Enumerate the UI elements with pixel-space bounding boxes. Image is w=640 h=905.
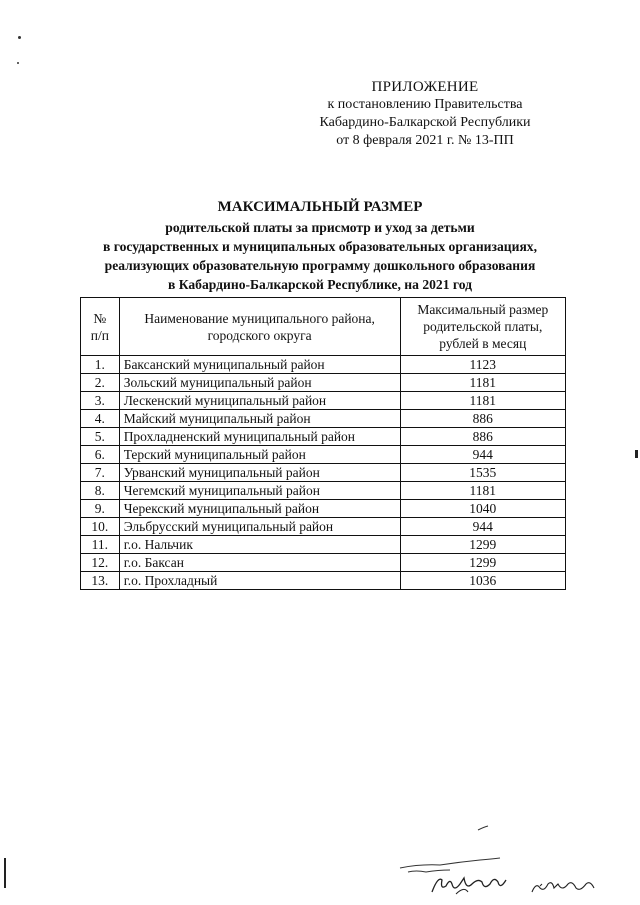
table-row bbox=[81, 374, 566, 392]
district-name: Лескенский муниципальный район bbox=[119, 392, 400, 410]
heading-line: в государственных и муниципальных образовательных организациях, bbox=[103, 239, 537, 254]
table-row bbox=[81, 464, 566, 482]
row-number: 2. bbox=[81, 374, 120, 392]
district-name: Прохладненский муниципальный район bbox=[119, 428, 400, 446]
max-fee-value: 944 bbox=[400, 446, 565, 464]
appendix-line: к постановлению Правительства bbox=[327, 97, 523, 112]
row-number: 1. bbox=[81, 356, 120, 374]
table-row bbox=[81, 410, 566, 428]
table-row bbox=[81, 428, 566, 446]
table-row bbox=[81, 500, 566, 518]
row-number: 12. bbox=[81, 554, 120, 572]
max-fee-value: 1123 bbox=[400, 356, 565, 374]
scan-speck bbox=[17, 62, 19, 64]
district-name: Чегемский муниципальный район bbox=[119, 482, 400, 500]
handwritten-signature bbox=[380, 820, 620, 900]
max-fee-value: 1535 bbox=[400, 464, 565, 482]
table-row bbox=[81, 446, 566, 464]
appendix-line: Кабардино-Балкарской Республики bbox=[319, 115, 531, 130]
district-name: Эльбрусский муниципальный район bbox=[119, 518, 400, 536]
row-number: 13. bbox=[81, 572, 120, 590]
row-number: 3. bbox=[81, 392, 120, 410]
max-fee-value: 886 bbox=[400, 410, 565, 428]
table-row bbox=[81, 392, 566, 410]
appendix-line: от 8 февраля 2021 г. № 13-ПП bbox=[336, 133, 514, 148]
heading-title: МАКСИМАЛЬНЫЙ РАЗМЕР bbox=[217, 199, 423, 215]
scan-edge-mark bbox=[635, 450, 638, 458]
heading-line: в Кабардино-Балкарской Республике, на 2021 год bbox=[167, 277, 473, 292]
table-row bbox=[81, 536, 566, 554]
max-fee-value: 886 bbox=[400, 428, 565, 446]
district-name: Зольский муниципальный район bbox=[119, 374, 400, 392]
max-fee-value: 1299 bbox=[400, 536, 565, 554]
row-number: 10. bbox=[81, 518, 120, 536]
header-max-fee: Максимальный размер родительской платы, рублей в месяц bbox=[400, 298, 565, 356]
district-name: г.о. Баксан bbox=[119, 554, 400, 572]
district-name: Терский муниципальный район bbox=[119, 446, 400, 464]
header-number: № п/п bbox=[81, 298, 120, 356]
table-row bbox=[81, 572, 566, 590]
table-body bbox=[81, 356, 566, 590]
heading-line: реализующих образовательную программу дошкольного образования bbox=[104, 258, 536, 273]
row-number: 7. bbox=[81, 464, 120, 482]
row-number: 6. bbox=[81, 446, 120, 464]
district-name: г.о. Прохладный bbox=[119, 572, 400, 590]
document-heading bbox=[60, 198, 580, 294]
table-row bbox=[81, 356, 566, 374]
max-fee-value: 1036 bbox=[400, 572, 565, 590]
scan-edge-mark bbox=[4, 858, 6, 888]
row-number: 8. bbox=[81, 482, 120, 500]
row-number: 9. bbox=[81, 500, 120, 518]
max-fee-value: 1299 bbox=[400, 554, 565, 572]
row-number: 11. bbox=[81, 536, 120, 554]
max-fee-value: 944 bbox=[400, 518, 565, 536]
heading-line: родительской платы за присмотр и уход за детьми bbox=[165, 220, 475, 235]
district-name: Черекский муниципальный район bbox=[119, 500, 400, 518]
table-row bbox=[81, 554, 566, 572]
signature-area bbox=[380, 820, 620, 900]
table-row bbox=[81, 482, 566, 500]
district-name: Баксанский муниципальный район bbox=[119, 356, 400, 374]
max-fee-value: 1181 bbox=[400, 392, 565, 410]
fee-table bbox=[80, 297, 566, 590]
district-name: г.о. Нальчик bbox=[119, 536, 400, 554]
row-number: 5. bbox=[81, 428, 120, 446]
max-fee-value: 1181 bbox=[400, 374, 565, 392]
max-fee-value: 1181 bbox=[400, 482, 565, 500]
max-fee-value: 1040 bbox=[400, 500, 565, 518]
appendix-block bbox=[290, 78, 560, 150]
header-district: Наименование муниципального района, городского округа bbox=[119, 298, 400, 356]
row-number: 4. bbox=[81, 410, 120, 428]
district-name: Урванский муниципальный район bbox=[119, 464, 400, 482]
table-header-row bbox=[81, 298, 566, 356]
district-name: Майский муниципальный район bbox=[119, 410, 400, 428]
appendix-title: ПРИЛОЖЕНИЕ bbox=[371, 79, 479, 95]
table-row bbox=[81, 518, 566, 536]
scan-speck bbox=[18, 36, 21, 39]
